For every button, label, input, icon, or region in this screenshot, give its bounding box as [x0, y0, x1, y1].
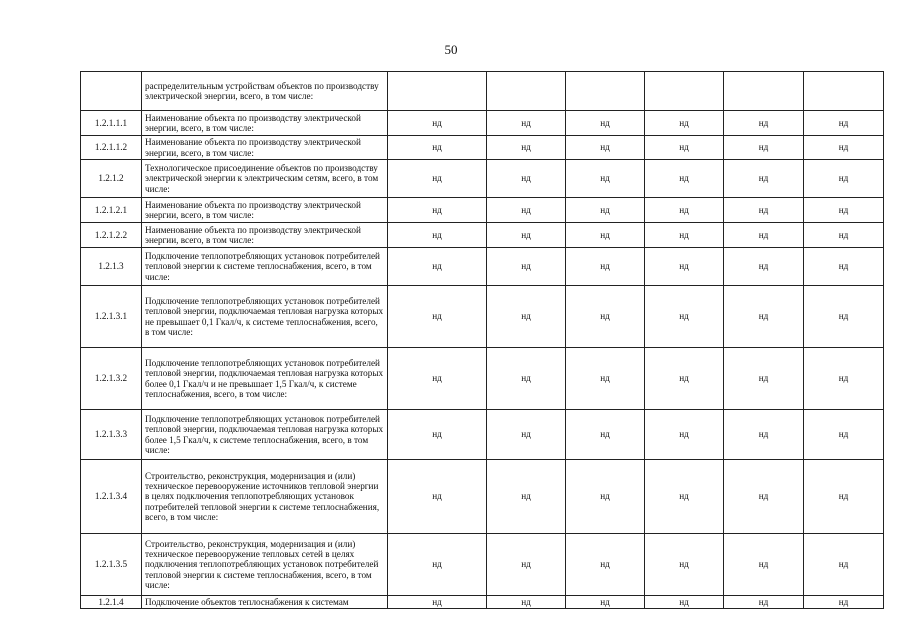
row-value: нд: [804, 596, 884, 609]
row-value: нд: [724, 348, 804, 410]
row-value: нд: [487, 136, 566, 160]
row-value: нд: [645, 460, 724, 534]
table-row: [81, 460, 884, 534]
row-value: нд: [487, 111, 566, 136]
table-row: [81, 72, 884, 111]
row-description: Подключение теплопотребляющих установок потребителей тепловой энергии, подключаемая тепловая нагрузка которых не превышает 0,1 Гкал/ч, к системе теплоснабжения, всего, в том числе:: [142, 286, 388, 348]
row-description: Строительство, реконструкция, модернизация и (или) техническое перевооружение источников тепловой энергии в целях подключения теплопотребляющих установок потребителей тепловой энергии к системе теплоснабжения, всего, в том числе:: [142, 460, 388, 534]
row-value: нд: [645, 286, 724, 348]
row-value: нд: [804, 136, 884, 160]
row-value: нд: [487, 596, 566, 609]
row-code: 1.2.1.2.1: [81, 198, 142, 223]
row-value: нд: [724, 534, 804, 596]
table-row: [81, 534, 884, 596]
row-value: нд: [487, 286, 566, 348]
row-value: нд: [487, 160, 566, 198]
row-description: Технологическое присоединение объектов по производству электрической энергии к электрическим сетям, всего, в том числе:: [142, 160, 388, 198]
row-value: нд: [566, 111, 645, 136]
row-description: Подключение теплопотребляющих установок потребителей тепловой энергии, подключаемая тепловая нагрузка которых более 1,5 Гкал/ч, к системе теплоснабжения, всего, в том числе:: [142, 410, 388, 460]
row-value: [804, 72, 884, 111]
row-value: нд: [804, 198, 884, 223]
row-value: нд: [724, 410, 804, 460]
row-value: нд: [388, 286, 487, 348]
row-value: нд: [388, 111, 487, 136]
table-row: [81, 111, 884, 136]
row-value: нд: [724, 136, 804, 160]
row-value: нд: [645, 348, 724, 410]
row-code: 1.2.1.2: [81, 160, 142, 198]
row-value: нд: [487, 410, 566, 460]
row-code: 1.2.1.3.3: [81, 410, 142, 460]
row-value: нд: [724, 111, 804, 136]
table-row: [81, 348, 884, 410]
row-value: нд: [804, 348, 884, 410]
row-value: нд: [724, 248, 804, 286]
row-value: нд: [724, 596, 804, 609]
row-value: нд: [566, 534, 645, 596]
row-code: 1.2.1.4: [81, 596, 142, 609]
row-value: нд: [645, 198, 724, 223]
row-value: нд: [804, 534, 884, 596]
row-value: нд: [645, 160, 724, 198]
row-value: нд: [645, 534, 724, 596]
row-value: [645, 72, 724, 111]
row-description: Наименование объекта по производству электрической энергии, всего, в том числе:: [142, 136, 388, 160]
row-value: нд: [388, 596, 487, 609]
row-code: 1.2.1.1.1: [81, 111, 142, 136]
row-value: нд: [566, 460, 645, 534]
row-code: 1.2.1.3.2: [81, 348, 142, 410]
row-value: нд: [487, 534, 566, 596]
page-number: 50: [444, 42, 458, 57]
row-value: нд: [566, 596, 645, 609]
row-value: нд: [566, 348, 645, 410]
row-value: нд: [804, 410, 884, 460]
row-value: [566, 72, 645, 111]
row-value: нд: [566, 160, 645, 198]
table-row: [81, 248, 884, 286]
row-description: Подключение объектов теплоснабжения к системам: [142, 596, 388, 609]
row-value: нд: [804, 160, 884, 198]
row-code: 1.2.1.3.5: [81, 534, 142, 596]
row-value: нд: [487, 248, 566, 286]
row-value: нд: [645, 410, 724, 460]
row-value: нд: [804, 248, 884, 286]
row-value: нд: [645, 596, 724, 609]
table-row: [81, 136, 884, 160]
row-value: [487, 72, 566, 111]
row-value: нд: [566, 286, 645, 348]
row-value: нд: [724, 286, 804, 348]
row-description: Наименование объекта по производству электрической энергии, всего, в том числе:: [142, 198, 388, 223]
row-value: нд: [388, 223, 487, 248]
row-value: нд: [804, 460, 884, 534]
row-value: [388, 72, 487, 111]
row-description: Подключение теплопотребляющих установок потребителей тепловой энергии к системе теплоснабжения, всего, в том числе:: [142, 248, 388, 286]
row-value: нд: [487, 223, 566, 248]
row-code: 1.2.1.2.2: [81, 223, 142, 248]
row-description: распределительным устройствам объектов по производству электрической энергии, всего, в том числе:: [142, 72, 388, 111]
table-row: [81, 160, 884, 198]
row-value: нд: [724, 223, 804, 248]
row-value: нд: [487, 348, 566, 410]
row-value: нд: [388, 160, 487, 198]
row-value: [724, 72, 804, 111]
row-value: нд: [388, 198, 487, 223]
row-value: нд: [487, 460, 566, 534]
table-row: [81, 410, 884, 460]
row-value: нд: [388, 248, 487, 286]
row-value: нд: [566, 198, 645, 223]
row-value: нд: [804, 286, 884, 348]
row-code: [81, 72, 142, 111]
row-description: Строительство, реконструкция, модернизация и (или) техническое перевооружение тепловых сетей в целях подключения теплопотребляющих установок потребителей тепловой энергии к системе теплоснабжения, всего, в том числе:: [142, 534, 388, 596]
row-code: 1.2.1.1.2: [81, 136, 142, 160]
row-value: нд: [388, 348, 487, 410]
row-description: Подключение теплопотребляющих установок потребителей тепловой энергии, подключаемая тепловая нагрузка которых более 0,1 Гкал/ч и не превышает 1,5 Гкал/ч, к системе теплоснабжения, всего, в том числе:: [142, 348, 388, 410]
row-code: 1.2.1.3.1: [81, 286, 142, 348]
row-description: Наименование объекта по производству электрической энергии, всего, в том числе:: [142, 223, 388, 248]
row-code: 1.2.1.3: [81, 248, 142, 286]
row-value: нд: [388, 460, 487, 534]
row-value: нд: [566, 410, 645, 460]
row-value: нд: [388, 136, 487, 160]
row-description: Наименование объекта по производству электрической энергии, всего, в том числе:: [142, 111, 388, 136]
row-value: нд: [645, 111, 724, 136]
row-value: нд: [645, 248, 724, 286]
table-row: [81, 198, 884, 223]
row-value: нд: [724, 460, 804, 534]
row-code: 1.2.1.3.4: [81, 460, 142, 534]
row-value: нд: [388, 534, 487, 596]
row-value: нд: [724, 198, 804, 223]
row-value: нд: [487, 198, 566, 223]
row-value: нд: [645, 136, 724, 160]
row-value: нд: [388, 410, 487, 460]
row-value: нд: [804, 111, 884, 136]
row-value: нд: [724, 160, 804, 198]
table-row: [81, 223, 884, 248]
data-table: [80, 71, 884, 609]
row-value: нд: [566, 223, 645, 248]
table-row: [81, 286, 884, 348]
row-value: нд: [566, 248, 645, 286]
row-value: нд: [566, 136, 645, 160]
row-value: нд: [804, 223, 884, 248]
table-row: [81, 596, 884, 609]
row-value: нд: [645, 223, 724, 248]
